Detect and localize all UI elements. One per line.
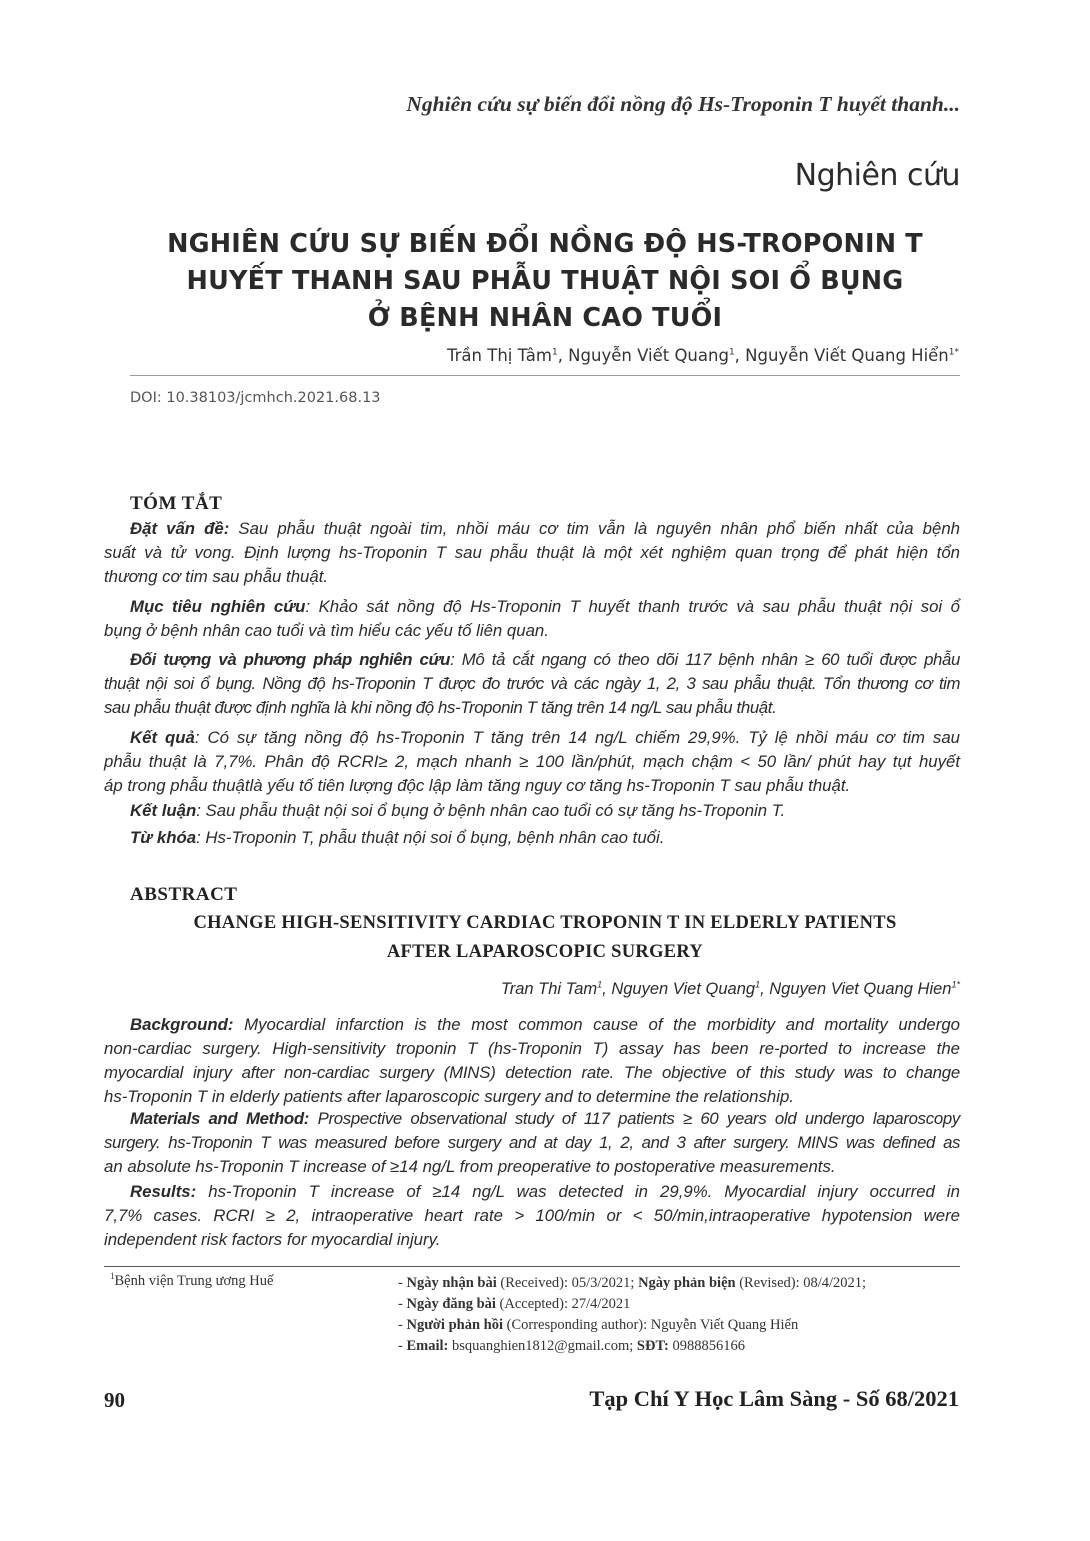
paragraph-text: phẫu thuật là 7,7%. Phân độ RCRI≥ 2, mạch nhanh ≥ 100 lần/phút, mạch chậm < 50 lần/ phút hay tụt huyết	[104, 752, 960, 771]
summary-methods	[104, 648, 960, 720]
phone-label: SĐT:	[636, 1338, 669, 1354]
dates-line	[398, 1273, 866, 1294]
author-name: , Nguyễn Viết Quang	[557, 346, 729, 365]
paragraph-text: suất và tử vong. Định lượng hs-Troponin T sau phẫu thuật là một xét nghiệm quan trọng để phát hiện tổn	[104, 543, 960, 562]
running-header: Nghiên cứu sự biến đổi nồng độ Hs-Troponin T huyết thanh...	[406, 92, 960, 116]
email-address: bsquanghien1812@gmail.com;	[448, 1338, 637, 1354]
doi: DOI: 10.38103/jcmhch.2021.68.13	[130, 390, 381, 406]
footnote-divider	[104, 1266, 960, 1267]
affiliation-marker: 1	[755, 979, 761, 990]
abstract-title-line: CHANGE HIGH-SENSITIVITY CARDIAC TROPONIN T IN ELDERLY PATIENTS	[193, 913, 897, 933]
affiliation-text: Bệnh viện Trung ương Huế	[114, 1273, 274, 1289]
corresponding-label: Người phản hồi	[406, 1317, 503, 1333]
paragraph-label: Materials and Method:	[130, 1109, 310, 1128]
revised-date: (Revised): 08/4/2021;	[735, 1275, 867, 1291]
author-name: , Nguyen Viet Quang Hien	[760, 980, 952, 998]
abstract-results	[104, 1180, 960, 1252]
page-number: 90	[104, 1388, 125, 1412]
paragraph-label: Results:	[130, 1182, 197, 1201]
article-title	[100, 226, 990, 337]
paragraph-text: thuật nội soi ổ bụng. Nồng độ hs-Troponin T được đo trước và các ngày 1, 2, 3 sau phẫu thuật. Tổn thương cơ tim	[104, 674, 960, 693]
revised-label: Ngày phản biện	[638, 1275, 736, 1291]
article-dates-footnote	[398, 1273, 866, 1357]
paragraph-text: 7,7% cases. RCRI ≥ 2, intraoperative heart rate > 100/min or < 50/min,intraoperative hypotension were	[104, 1206, 960, 1225]
paragraph-text: : Hs-Troponin T, phẫu thuật nội soi ổ bụng, bệnh nhân cao tuổi.	[196, 828, 665, 847]
paragraph-text: independent risk factors for myocardial injury.	[104, 1230, 441, 1249]
paragraph-text: Prospective observational study of 117 patients ≥ 60 years old undergo laparoscopy	[309, 1109, 961, 1128]
affiliation-marker: 1	[728, 347, 735, 358]
paragraph-text: : Mô tả cắt ngang có theo dõi 117 bệnh nhân ≥ 60 tuổi được phẫu	[450, 650, 960, 669]
paragraph-text: an absolute hs-Troponin T increase of ≥14 ng/L from preoperative to postoperative measurements.	[104, 1157, 836, 1176]
authors-english	[501, 980, 960, 999]
corresponding-line	[398, 1315, 866, 1336]
affiliation-marker: 1	[110, 1271, 115, 1282]
received-date: (Received): 05/3/2021;	[496, 1275, 639, 1291]
affiliation-marker: 1	[597, 979, 603, 990]
paragraph-label: Đối tượng và phương pháp nghiên cứu	[130, 650, 451, 669]
bullet-dash: -	[398, 1338, 407, 1354]
summary-objective	[104, 595, 960, 643]
title-line: Ở BỆNH NHÂN CAO TUỔI	[367, 303, 723, 333]
affiliation-marker: 1*	[948, 347, 959, 358]
authors-vietnamese	[447, 346, 959, 365]
abstract-title	[100, 909, 990, 967]
paragraph-text: bụng ở bệnh nhân cao tuổi và tìm hiểu các yếu tố liên quan.	[104, 621, 549, 640]
paragraph-text: : Có sự tăng nồng độ hs-Troponin T tăng trên 14 ng/L chiếm 29,9%. Tỷ lệ nhồi máu cơ tim sau	[194, 728, 960, 747]
paragraph-label: Đặt vấn đề:	[130, 519, 230, 538]
journal-name: Tạp Chí Y Học Lâm Sàng - Số 68/2021	[589, 1386, 959, 1411]
paragraph-text: Sau phẫu thuật ngoài tim, nhồi máu cơ tim vẫn là nguyên nhân phổ biến nhất của bệnh	[229, 519, 960, 538]
paragraph-text: áp trong phẫu thuậtlà yếu tố tiên lượng độc lập làm tăng nguy cơ tăng hs-Troponin T sau phẫu thuật.	[104, 776, 851, 795]
title-line: HUYẾT THANH SAU PHẪU THUẬT NỘI SOI Ổ BỤNG	[186, 266, 904, 296]
paragraph-text: : Khảo sát nồng độ Hs-Troponin T huyết thanh trước và sau phẫu thuật nội soi ổ	[305, 597, 960, 616]
accepted-line	[398, 1294, 866, 1315]
email-label: Email:	[406, 1338, 449, 1354]
header-divider	[130, 375, 960, 376]
paragraph-label: Mục tiêu nghiên cứu	[130, 597, 306, 616]
accepted-label: Ngày đăng bài	[406, 1296, 496, 1312]
author-name: , Nguyen Viet Quang	[602, 980, 756, 998]
bullet-dash: -	[398, 1317, 407, 1333]
paragraph-text: non-cardiac surgery. High-sensitivity troponin T (hs-Troponin T) assay has been re-ported to increase the	[104, 1039, 960, 1058]
paragraph-text: : Sau phẫu thuật nội soi ổ bụng ở bệnh nhân cao tuổi có sự tăng hs-Troponin T.	[196, 801, 786, 820]
phone-number: 0988856166	[668, 1338, 745, 1354]
author-name: , Nguyễn Viết Quang Hiển	[734, 346, 949, 365]
summary-keywords	[104, 826, 960, 850]
paragraph-label: Background:	[130, 1015, 234, 1034]
abstract-title-line: AFTER LAPAROSCOPIC SURGERY	[386, 942, 704, 962]
summary-heading: TÓM TẮT	[130, 493, 223, 514]
paragraph-text: thương cơ tim sau phẫu thuật.	[104, 567, 329, 586]
paragraph-text: hs-Troponin T increase of ≥14 ng/L was detected in 29,9%. Myocardial injury occurred in	[196, 1182, 960, 1201]
paragraph-text: sau phẫu thuật được định nghĩa là khi nồng độ hs-Troponin T tăng trên 14 ng/L sau phẫu thuật.	[104, 698, 777, 717]
paragraph-text: myocardial injury after non-cardiac surgery (MINS) detection rate. The objective of this study was to change	[104, 1063, 960, 1082]
accepted-date: (Accepted): 27/4/2021	[495, 1296, 631, 1312]
abstract-background	[104, 1013, 960, 1109]
affiliation-footnote	[110, 1273, 273, 1290]
section-label: Nghiên cứu	[794, 158, 960, 193]
paragraph-text: surgery. hs-Troponin T was measured before surgery and at day 1, 2, and 3 after surgery. MINS was defined as	[104, 1133, 960, 1152]
summary-conclusion	[104, 799, 960, 823]
author-name: Trần Thị Tâm	[446, 346, 552, 365]
paragraph-label: Kết luận	[130, 801, 197, 820]
paragraph-text: Myocardial infarction is the most common cause of the morbidity and mortality undergo	[233, 1015, 960, 1034]
title-line: NGHIÊN CỨU SỰ BIẾN ĐỔI NỒNG ĐỘ HS-TROPONIN T	[167, 229, 923, 259]
abstract-methods	[104, 1107, 960, 1179]
corresponding-author: (Corresponding author): Nguyễn Viết Quang Hiển	[502, 1317, 799, 1333]
abstract-heading: ABSTRACT	[130, 884, 238, 905]
affiliation-marker: 1*	[951, 979, 960, 990]
paragraph-label: Từ khóa	[130, 828, 197, 847]
paragraph-label: Kết quả	[130, 728, 195, 747]
summary-results	[104, 726, 960, 798]
bullet-dash: -	[398, 1296, 407, 1312]
paragraph-text: hs-Troponin T in elderly patients after laparoscopic surgery and to determine the relationship.	[104, 1087, 794, 1106]
bullet-dash: -	[398, 1275, 407, 1291]
received-label: Ngày nhận bài	[406, 1275, 497, 1291]
contact-line	[398, 1336, 866, 1357]
summary-background	[104, 517, 960, 589]
author-name: Tran Thi Tam	[500, 980, 598, 998]
affiliation-marker: 1	[551, 347, 558, 358]
